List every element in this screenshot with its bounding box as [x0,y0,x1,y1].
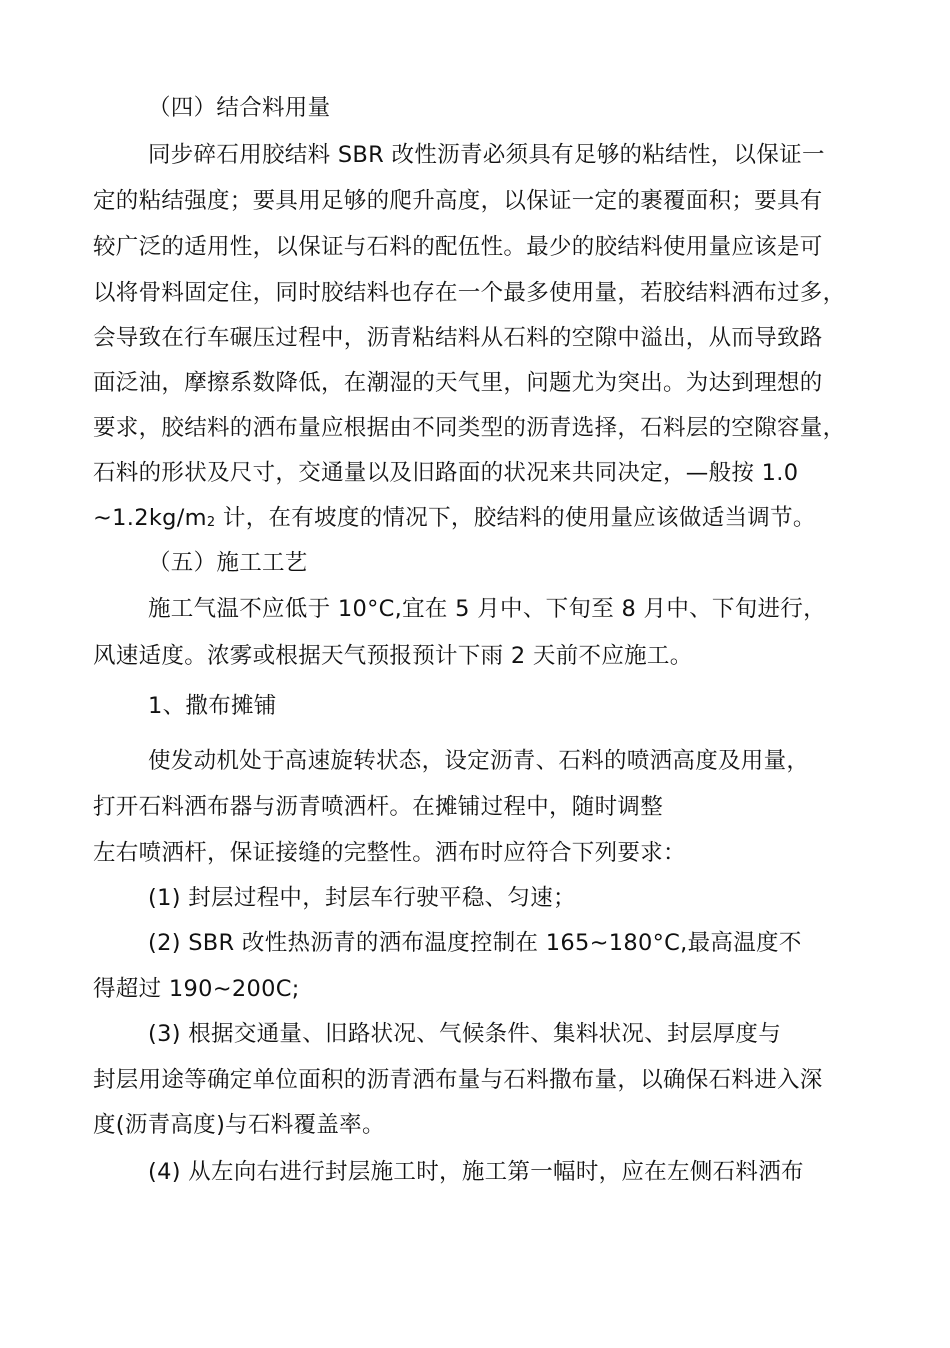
unit-subscript: 2 [206,515,216,530]
paragraph-line: 使发动机处于高速旋转状态，设定沥青、石料的喷洒高度及用量， [148,748,810,774]
paragraph-line: 度(沥青高度)与石料覆盖率。 [93,1112,385,1138]
section-heading-5: （五）施工工艺 [148,550,308,576]
paragraph-line: 会导致在行车碾压过程中，沥青粘结料从石料的空隙中溢出，从而导致路 [93,325,823,351]
paragraph-line: 要求，胶结料的洒布量应根据由不同类型的沥青选择，石料层的空隙容量， [93,415,846,441]
paragraph-line: 左右喷洒杆，保证接缝的完整性。洒布时应符合下列要求： [93,840,686,866]
paragraph-line: 较广泛的适用性，以保证与石料的配伍性。最少的胶结料使用量应该是可 [93,234,823,260]
paragraph-line: 定的粘结强度；要具用足够的爬升高度，以保证一定的裹覆面积；要具有 [93,188,823,214]
subsection-heading: 1、撒布摊铺 [148,693,277,719]
paragraph-line: 面泛油，摩擦系数降低，在潮湿的天气里，问题尤为突出。为达到理想的 [93,370,823,396]
requirement-item-3: (3) 根据交通量、旧路状况、气候条件、集料状况、封层厚度与 [148,1021,782,1047]
paragraph-line: 石料的形状及尺寸，交通量以及旧路面的状况来共同决定，—般按 1.0 [93,460,799,486]
paragraph-line: 打开石料洒布器与沥青喷洒杆。在摊铺过程中，随时调整 [93,794,664,820]
requirement-item-1: (1) 封层过程中，封层车行驶平稳、匀速； [148,885,576,911]
paragraph-line: 施工气温不应低于 10°C,宜在 5 月中、下旬至 8 月中、下旬进行， [148,596,826,622]
paragraph-tail: 计，在有坡度的情况下，胶结料的使用量应该做适当调节。 [215,505,816,531]
paragraph-line: 得超过 190~200C; [93,976,300,1002]
section-heading-4: （四）结合料用量 [148,95,331,121]
paragraph-line: 以将骨料固定住，同时胶结料也存在一个最多使用量，若胶结料洒布过多， [93,280,846,306]
paragraph-line: 封层用途等确定单位面积的沥青洒布量与石料撒布量，以确保石料进入深 [93,1067,823,1093]
requirement-item-2: (2) SBR 改性热沥青的洒布温度控制在 165~180°C,最高温度不 [148,930,802,956]
paragraph-line: 风速适度。浓雾或根据天气预报预计下雨 2 天前不应施工。 [93,643,693,669]
unit-text: ~1.2kg/m [93,505,207,531]
paragraph-line [93,503,816,538]
paragraph-line: 同步碎石用胶结料 SBR 改性沥青必须具有足够的粘结性，以保证一 [148,142,825,168]
requirement-item-4: (4) 从左向右进行封层施工时，施工第一幅时，应在左侧石料洒布 [148,1159,804,1185]
